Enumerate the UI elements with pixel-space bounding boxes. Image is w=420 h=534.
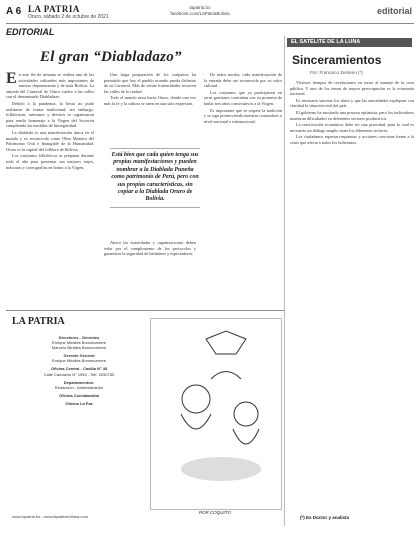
editorial-title: El gran “Diabladazo” bbox=[40, 49, 182, 65]
cartoon-image bbox=[150, 318, 282, 510]
editorial-column-2b: Ahora las autoridades y organizaciones deben velar por el cumplimiento de los protocolos y garantizar la seguridad de bailarines y espectadores. bbox=[104, 240, 196, 257]
column-title: Sinceramientos bbox=[292, 53, 382, 67]
cartoon-drawing bbox=[151, 319, 281, 509]
editorial-column-2: Una larga preparación de los conjuntos ha permitido que hoy el pueblo orureño pueda disfrutar de su Carnaval. Más de veinte fraternidades recorren las calles de la ciudad. Todo el mundo mira hacia Oruro, donde una vez más la fe y la cultura se unen en una sola expresión. bbox=[104, 72, 196, 106]
author-signature: (*) Es Doctor y analista bbox=[300, 515, 350, 520]
masthead-details: Directores - Gerentes Enrique Miralles Bonnecarrere Marcelo Miralles Bonnecarrere Gerente General Enrique Miralles Bonnecarrere Oficina Central - Casilla N° 48 Calle Camacho N° 1954 - Telf. 5250780 Departamentos: Redacción - Administración Oficina Cochabamba Oficina La Paz bbox=[43, 335, 115, 406]
issue-date: Oruro, sábado 2 de octubre de 2021 bbox=[28, 14, 109, 20]
editorial-column-1: En este fin de semana se realiza una de las actividades culturales más importantes de nuestro departamento y de toda Bolivia. La entrada del Carnaval de Oruro vuelve a las calles con el denominado Diabladazo. Debido a la pandemia, la fiesta no pudo realizarse de forma tradicional; sin embargo, folkloristas, artesanos y devotos se organizaron para rendir homenaje a la Virgen del Socavón cumpliendo las medidas de bioseguridad. La diablada es una manifestación única en el mundo y es reconocida como Obra Maestra del Patrimonio Oral e Intangible de la Humanidad. Oruro es la capital del folklore de Bolivia. Los conjuntos folklóricos se preparan durante todo el año para presentar sus mejores trajes, máscaras y coreografías en honor a la Virgen. bbox=[6, 72, 94, 170]
column-divider bbox=[284, 36, 285, 526]
column-author: Por: Francisco Zenteno (*) bbox=[310, 70, 363, 75]
website: lapatria.bo bbox=[189, 5, 211, 10]
section-name: editorial bbox=[376, 6, 412, 16]
column-kicker: EL SATÉLITE DE LA LUNA bbox=[287, 38, 412, 47]
column-body: Vivimos tiempos de revelaciones en torno al manejo de la cosa pública. Y uno de los temas de mayor preocupación es la economía nacional. Es necesario sincerar los datos y que las autoridades expliquen con claridad la situación real del país. El gobierno ha mostrado una postura optimista, pero los indicadores muestran dificultades en diferentes sectores productivos. La reactivación económica debe ser una prioridad, para lo cual es necesario un diálogo amplio entre los diferentes sectores. Los ciudadanos esperan respuestas y acciones concretas frente a la crisis que afecta a todos los bolivianos. bbox=[290, 80, 414, 145]
drop-cap: E bbox=[6, 72, 17, 87]
pull-quote: Está bien que cada quien tenga sus propias manifestaciones y pueden nombrar a la Diablada Puneña como patrimonio de Perú, pero con sus propias características, sin copiar a la Diablada Oruro de Bolivia. bbox=[110, 148, 200, 208]
facebook: facebook.com/LaPatriaBolivia bbox=[170, 11, 230, 16]
masthead-url: www.lapatria.bo - www.lapatriaenlinea.com bbox=[12, 514, 89, 519]
editorial-label: EDITORIAL bbox=[6, 27, 55, 37]
page-number: A 6 bbox=[6, 6, 22, 17]
editorial-column-3: De todos modos, cada manifestación de la entrada debe ser reconocida por su valor cultural. Los conjuntos que ya participaron en otras gestiones continúan con su promesa de bailar tres años consecutivos a la Virgen. Es importante que se respete la tradición y se siga promoviendo nuestras costumbres a nivel nacional e internacional. bbox=[204, 72, 282, 124]
cartoon-caption: POR COQUITO bbox=[199, 510, 231, 515]
masthead-logo: LA PATRIA bbox=[12, 316, 65, 327]
newspaper-logo: LA PATRIA bbox=[28, 4, 80, 14]
header-rule bbox=[6, 23, 414, 24]
section-divider bbox=[6, 310, 284, 311]
web-info bbox=[150, 5, 250, 17]
